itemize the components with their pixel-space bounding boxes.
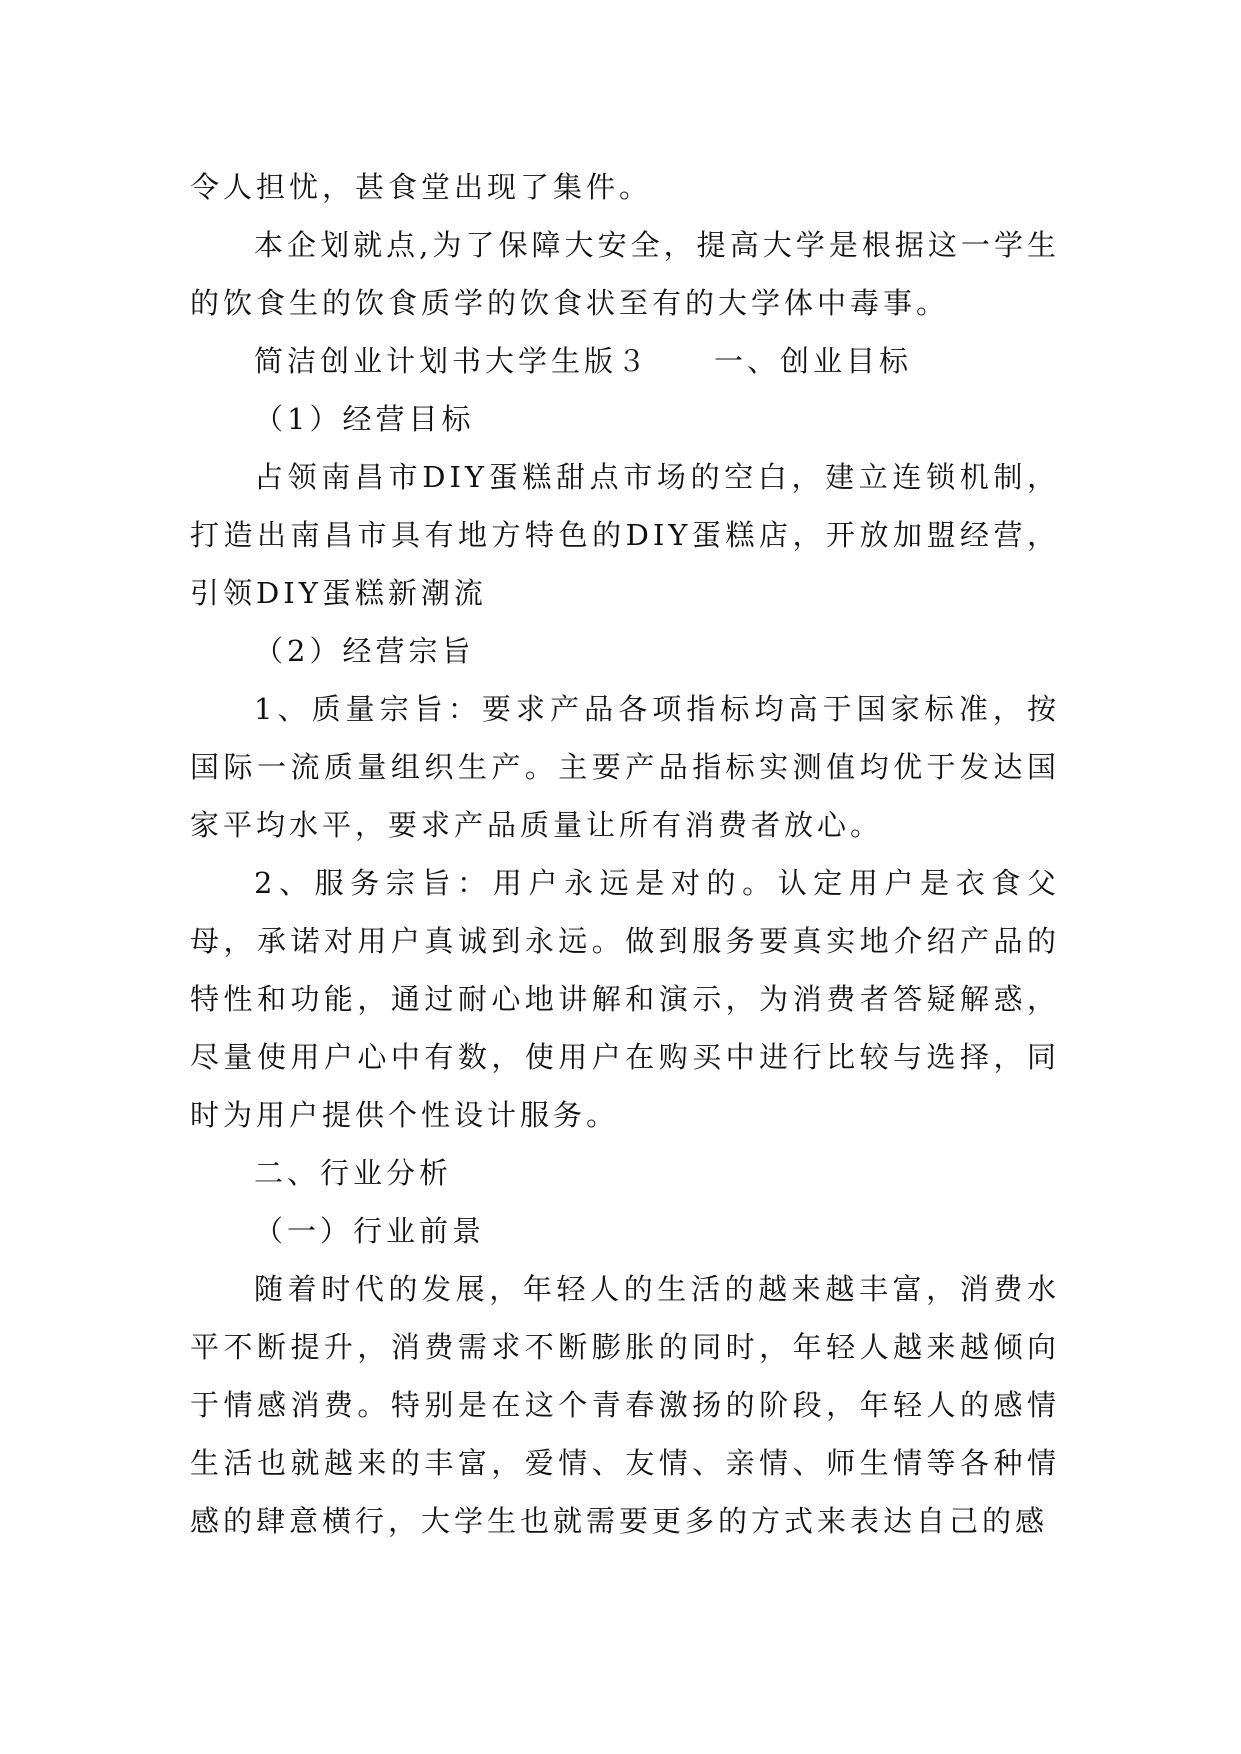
paragraph-quality-tenet: 1、质量宗旨：要求产品各项指标均高于国家标准，按国际一流质量组织生产。主要产品指标实测值均优于发达国家平均水平，要求产品质量让所有消费者放心。: [190, 692, 1060, 842]
paragraph-business-goal: 占领南昌市DIY蛋糕甜点市场的空白，建立连锁机制，打造出南昌市具有地方特色的DIY蛋糕店，开放加盟经营，引领DIY蛋糕新潮流: [190, 460, 1060, 610]
heading-industry-analysis: 二、行业分析: [254, 1156, 453, 1190]
heading-startup-goals: 一、创业目标: [714, 344, 913, 378]
paragraph-continuation: 令人担忧，甚食堂出现了集件。: [190, 170, 653, 204]
heading-business-goal: （1）经营目标: [254, 402, 475, 436]
document-body: [190, 158, 1060, 1550]
heading-business-tenet: （2）经营宗旨: [254, 634, 475, 668]
heading-industry-outlook: （一）行业前景: [254, 1214, 486, 1248]
document-title: 简洁创业计划书大学生版３: [254, 344, 651, 378]
paragraph-service-tenet: 2、服务宗旨：用户永远是对的。认定用户是衣食父母，承诺对用户真诚到永远。做到服务要真实地介绍产品的特性和功能，通过耐心地讲解和演示，为消费者答疑解惑，尽量使用户心中有数，使用户在购买中进行比较与选择，同时为用户提供个性设计服务。: [190, 866, 1060, 1132]
paragraph-plan-intro: 本企划就点,为了保障大安全，提高大学是根据这一学生的饮食生的饮食质学的饮食状至有的大学体中毒事。: [190, 228, 1060, 320]
paragraph-industry-outlook: 随着时代的发展，年轻人的生活的越来越丰富，消费水平不断提升，消费需求不断膨胀的同时，年轻人越来越倾向于情感消费。特别是在这个青春激扬的阶段，年轻人的感情生活也就越来的丰富，爱情、友情、亲情、师生情等各种情感的肆意横行，大学生也就需要更多的方式来表达自己的感: [190, 1272, 1060, 1538]
paragraph-section-title: [190, 332, 1060, 390]
